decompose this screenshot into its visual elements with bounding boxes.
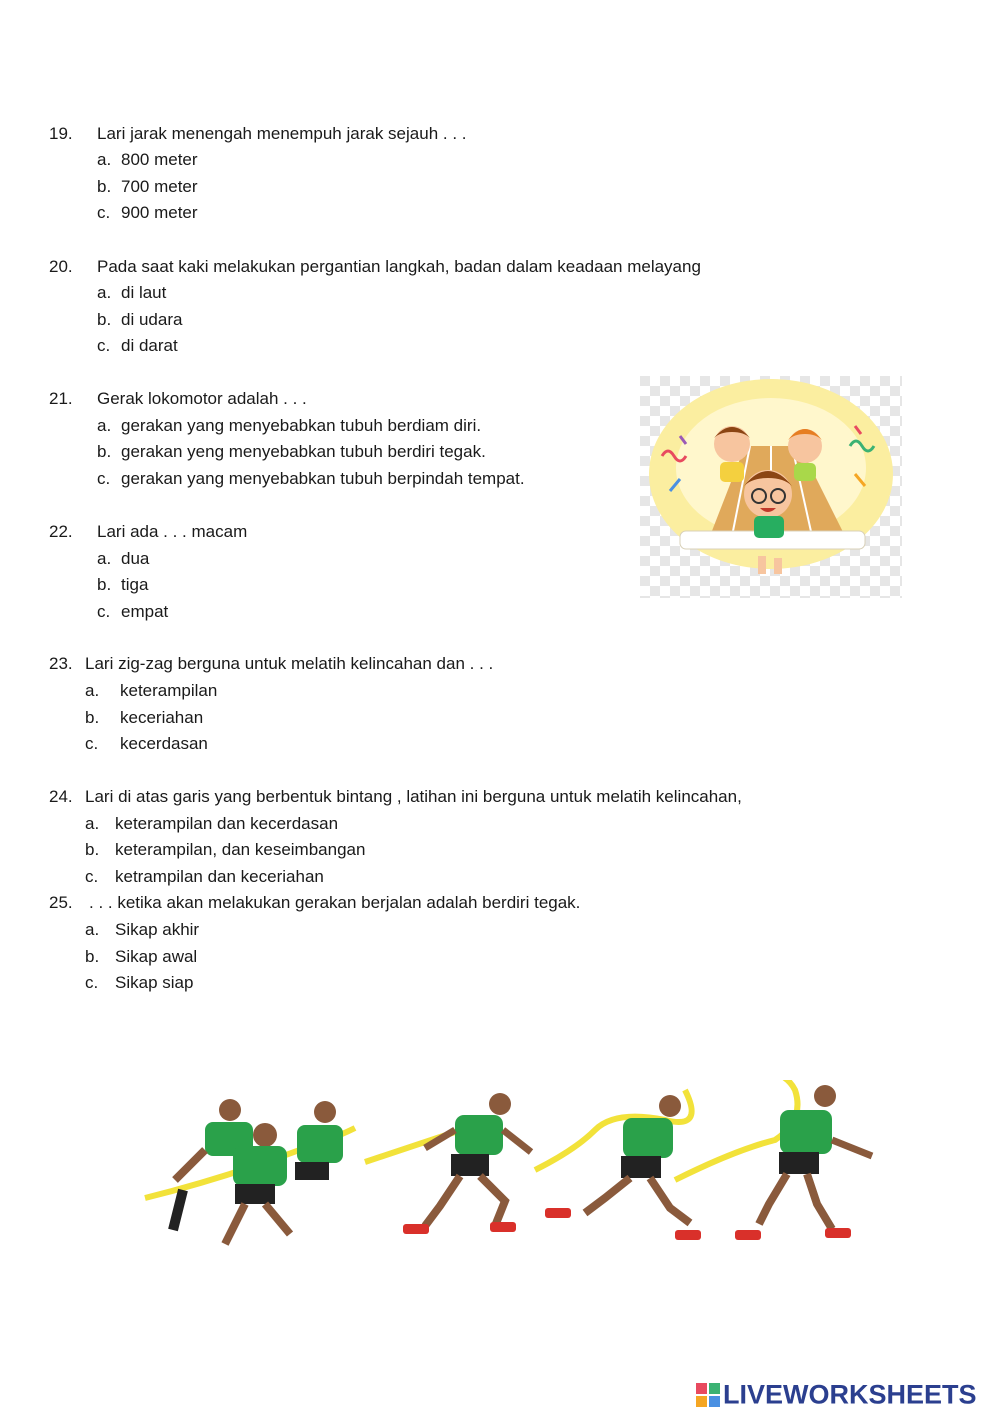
brand-name: LIVEWORKSHEETS (723, 1379, 977, 1410)
option-b[interactable]: tiga (121, 575, 149, 594)
option-letter: c. (85, 734, 99, 753)
option-c[interactable]: Sikap siap (115, 973, 194, 992)
option-letter: b. (85, 947, 100, 966)
question-text: Pada saat kaki melakukan pergantian langkah, badan dalam keadaan melayang (97, 257, 701, 276)
question-text: Lari jarak menengah menempuh jarak sejauh . . . (97, 124, 467, 143)
option-letter: b. (97, 442, 112, 461)
option-letter: a. (97, 283, 112, 302)
option-letter: b. (97, 177, 112, 196)
runner-4 (675, 1080, 872, 1240)
sprinters-finish-line-illustration (135, 1080, 895, 1270)
runner-2 (365, 1093, 531, 1234)
question-text: Lari ada . . . macam (97, 522, 248, 541)
option-a[interactable]: di laut (121, 283, 167, 302)
question-text: Lari di atas garis yang berbentuk bintang , latihan ini berguna untuk melatih kelincahan, (85, 787, 742, 806)
option-letter: a. (97, 416, 112, 435)
liveworksheets-logo-icon (696, 1383, 720, 1407)
option-letter: a. (97, 150, 112, 169)
option-letter: c. (97, 602, 111, 621)
option-letter: b. (97, 310, 112, 329)
question-number: 19. (49, 124, 73, 143)
option-letter: a. (85, 814, 100, 833)
option-letter: a. (85, 681, 100, 700)
option-b[interactable]: Sikap awal (115, 947, 198, 966)
question-text: Gerak lokomotor adalah . . . (97, 389, 307, 408)
option-b[interactable]: 700 meter (121, 177, 198, 196)
liveworksheets-logo (696, 1378, 977, 1410)
option-b[interactable]: gerakan yeng menyebabkan tubuh berdiri tegak. (121, 442, 486, 461)
option-a[interactable]: keterampilan dan kecerdasan (115, 814, 339, 833)
option-letter: b. (85, 708, 100, 727)
option-letter: a. (85, 920, 100, 939)
option-a[interactable]: Sikap akhir (115, 920, 200, 939)
runner-group-1 (145, 1099, 355, 1244)
option-letter: c. (85, 973, 99, 992)
option-letter: c. (97, 469, 111, 488)
question-number: 25. (49, 893, 73, 912)
question-number: 21. (49, 389, 73, 408)
option-c[interactable]: empat (121, 602, 169, 621)
option-b[interactable]: di udara (121, 310, 183, 329)
option-a[interactable]: gerakan yang menyebabkan tubuh berdiam diri. (121, 416, 482, 435)
option-b[interactable]: keceriahan (120, 708, 204, 727)
question-number: 24. (49, 787, 73, 806)
option-a[interactable]: 800 meter (121, 150, 198, 169)
option-letter: c. (97, 203, 111, 222)
option-a[interactable]: dua (121, 549, 150, 568)
question-number: 22. (49, 522, 73, 541)
option-letter: a. (97, 549, 112, 568)
option-letter: b. (97, 575, 112, 594)
option-c[interactable]: gerakan yang menyebabkan tubuh berpindah tempat. (121, 469, 525, 488)
runner-3 (535, 1090, 701, 1240)
question-text: Lari zig-zag berguna untuk melatih kelincahan dan . . . (85, 654, 494, 673)
question-number: 23. (49, 654, 73, 673)
option-letter: c. (85, 867, 99, 886)
option-letter: c. (97, 336, 111, 355)
option-a[interactable]: keterampilan (120, 681, 218, 700)
option-c[interactable]: ketrampilan dan keceriahan (115, 867, 324, 886)
option-c[interactable]: 900 meter (121, 203, 198, 222)
question-number: 20. (49, 257, 73, 276)
option-b[interactable]: keterampilan, dan keseimbangan (115, 840, 366, 859)
kids-running-illustration (640, 376, 902, 598)
option-c[interactable]: di darat (121, 336, 178, 355)
question-text: . . . ketika akan melakukan gerakan berjalan adalah berdiri tegak. (89, 893, 581, 912)
option-letter: b. (85, 840, 100, 859)
option-c[interactable]: kecerdasan (120, 734, 208, 753)
